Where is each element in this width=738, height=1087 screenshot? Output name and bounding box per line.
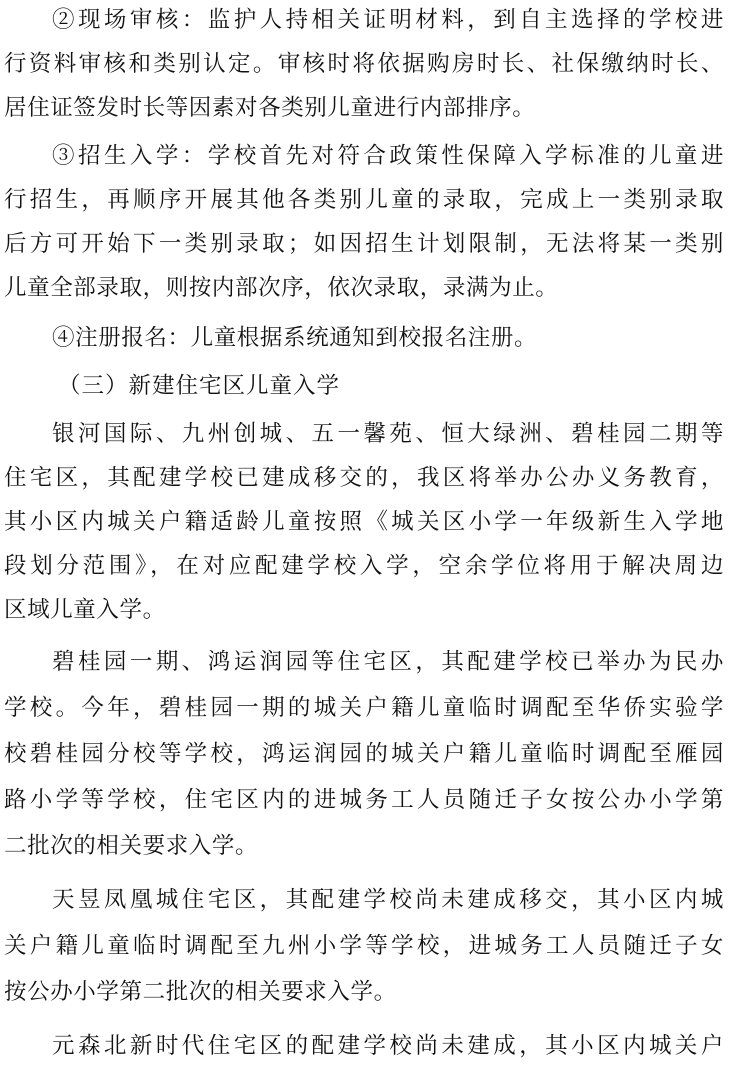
text-line: 区域儿童入学。 <box>4 597 166 623</box>
text-line: 行资料审核和类别认定。审核时将依据购房时长、社保缴纳时长、 <box>4 51 724 77</box>
text-line: 按公办小学第二批次的相关要求入学。 <box>4 979 397 1005</box>
text-line: 天昱凤凰城住宅区，其配建学校尚未建成移交，其小区内城 <box>52 887 724 913</box>
text-line: 校碧桂园分校等学校，鸿运润园的城关户籍儿童临时调配至雁园 <box>4 741 724 767</box>
text-line: 段划分范围》，在对应配建学校入学，空余学位将用于解决周边 <box>4 553 724 579</box>
section-heading: （三）新建住宅区儿童入学 <box>58 373 341 399</box>
text-line: 银河国际、九州创城、五一馨苑、恒大绿洲、碧桂园二期等 <box>52 421 724 447</box>
text-line: 后方可开始下一类别录取；如因招生计划限制，无法将某一类别 <box>4 231 724 257</box>
text-line: 元森北新时代住宅区的配建学校尚未建成，其小区内城关户 <box>52 1033 724 1059</box>
text-line: ②现场审核：监护人持相关证明材料，到自主选择的学校进 <box>52 7 724 33</box>
text-line: ③招生入学：学校首先对符合政策性保障入学标准的儿童进 <box>52 143 724 169</box>
text-line: 路小学等学校，住宅区内的进城务工人员随迁子女按公办小学第 <box>4 787 724 813</box>
text-line: 住宅区，其配建学校已建成移交的，我区将举办公办义务教育， <box>4 465 724 491</box>
text-line: 二批次的相关要求入学。 <box>4 833 259 859</box>
text-line: 居住证签发时长等因素对各类别儿童进行内部排序。 <box>4 95 536 121</box>
text-line: 碧桂园一期、鸿运润园等住宅区，其配建学校已举办为民办 <box>52 649 724 675</box>
text-line: ④注册报名：儿童根据系统通知到校报名注册。 <box>52 325 538 351</box>
text-line: 行招生，再顺序开展其他各类别儿童的录取，完成上一类别录取 <box>4 187 724 213</box>
text-line: 学校。今年，碧桂园一期的城关户籍儿童临时调配至华侨实验学 <box>4 695 724 721</box>
text-line: 关户籍儿童临时调配至九州小学等学校，进城务工人员随迁子女 <box>4 933 724 959</box>
text-line: 其小区内城关户籍适龄儿童按照《城关区小学一年级新生入学地 <box>4 509 724 535</box>
text-line: 儿童全部录取，则按内部次序，依次录取，录满为止。 <box>4 275 559 301</box>
